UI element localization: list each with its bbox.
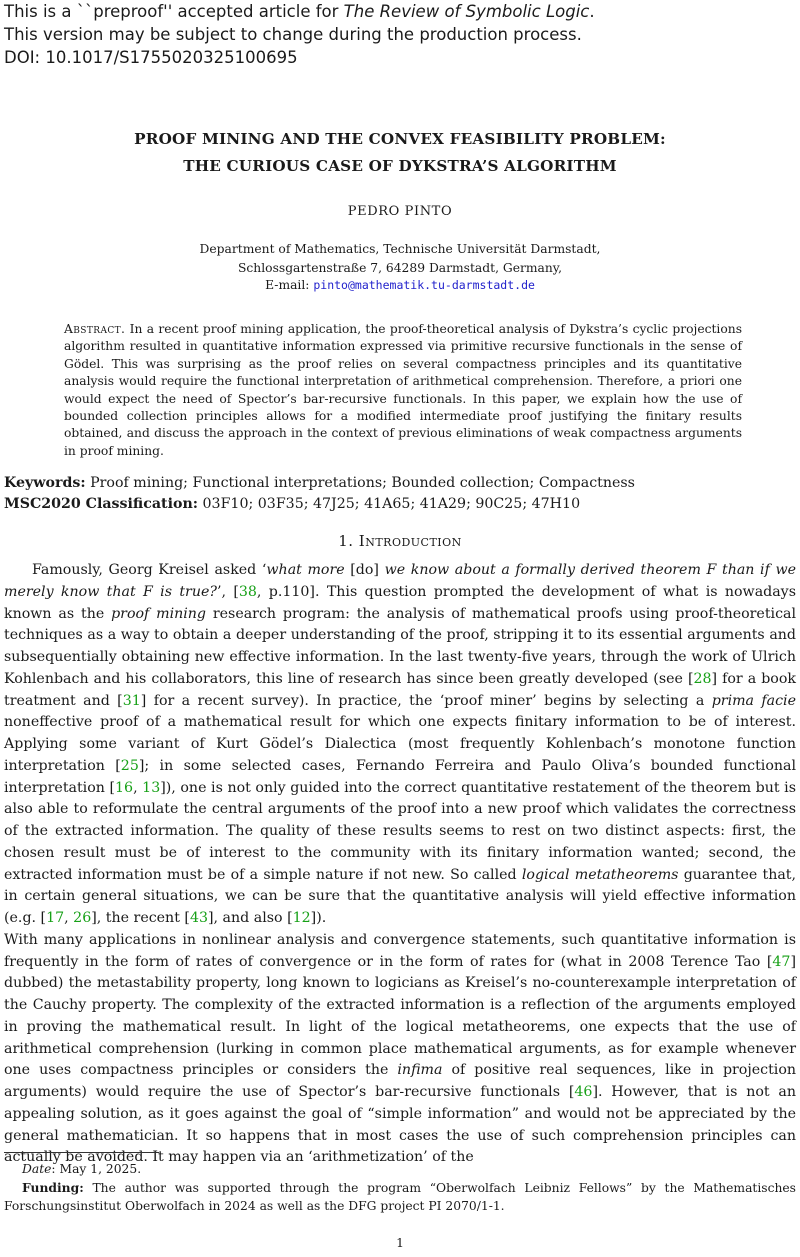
citation-link[interactable]: 12 [292, 910, 311, 926]
email-link[interactable]: pinto@mathematik.tu-darmstadt.de [313, 278, 535, 292]
citation-link[interactable]: 13 [142, 779, 161, 796]
citation-link[interactable]: 46 [574, 1084, 593, 1100]
page-number: 1 [396, 1236, 404, 1250]
banner-doi: DOI: 10.1017/S1755020325100695 [4, 48, 298, 67]
abstract-heading: Abstract. [64, 322, 126, 336]
citation-link[interactable]: 47 [772, 953, 791, 970]
msc-classification: MSC2020 Classification: 03F10; 03F35; 47J25; 41A65; 41A29; 90C25; 47H10 [4, 496, 581, 512]
author-name: PEDRO PINTO [347, 204, 453, 219]
citation-link[interactable]: 17 [46, 910, 65, 926]
body-text [4, 560, 796, 1169]
footnote-rule [4, 1152, 159, 1153]
citation-link[interactable]: 25 [120, 757, 139, 774]
keywords: Keywords: Proof mining; Functional interpretations; Bounded collection; Compactness [4, 475, 635, 491]
footnote-date: Date: May 1, 2025. [22, 1162, 142, 1176]
journal-name: The Review of Symbolic Logic [343, 2, 590, 21]
preproof-banner [4, 0, 595, 69]
citation-link[interactable]: 26 [73, 910, 92, 926]
paragraph-1: Famously, Georg Kreisel asked ‘what more [do] we know about a formally derived theorem F than if we merely know that F is true?’, [38, p.110]. This question prompted the development of what is nowadays known as the proof mining research program: the analysis of mathematical proofs using proof-theoretical techniques as a way to obtain a deeper understanding of the proof, stripping it to its essential arguments and subsequentially obtaining new effective information. In the last twenty-five years, through the work of Ulrich Kohlenbach and his collaborators, this line of research has since been greatly developed (see [28] for a book treatment and [31] for a recent survey). In practice, the ‘proof miner’ begins by selecting a prima facie noneffective proof of a mathematical result for which one expects finitary information to be of interest. Applying some variant of Kurt Gödel’s Dialectica (most frequently Kohlenbach’s monotone function interpretation [25]; in some selected cases, Fernando Ferreira and Paulo Oliva’s bounded functional interpretation [16, 13]), one is not only guided into the correct quantitative restatement of the theorem but is also able to reformulate the central arguments of the proof into a new proof which validates the correctness of the extracted information. The quality of these results seems to rest on two distinct aspects: first, the chosen result must be of interest to the community with its finitary information wanted; second, the extracted information must be of a simple nature if not new. So called logical metatheorems guarantee that, in certain general situations, we can be sure that the quantitative analysis will yield effective information (e.g. [17, 26], the recent [43], and also [12]). [4, 562, 797, 926]
keywords-block [4, 473, 794, 515]
author-email: E-mail: pinto@mathematik.tu-darmstadt.de [265, 278, 535, 292]
footnote-funding: Funding: The author was supported through the program “Oberwolfach Leibniz Fellows” by the Mathematisches Forschungsinstitut Oberwolfach in 2024 as well as the DFG project PI 2070/1-1. [4, 1179, 796, 1213]
abstract [64, 321, 742, 460]
citation-link[interactable]: 43 [189, 910, 208, 926]
footnotes [4, 1160, 796, 1216]
citation-link[interactable]: 31 [122, 692, 141, 709]
citation-link[interactable]: 16 [115, 779, 134, 796]
banner-line-2: This version may be subject to change during the production process. [4, 25, 582, 44]
section-heading: 1. Introduction [338, 532, 462, 550]
abstract-text: In a recent proof mining application, the proof-theoretical analysis of Dykstra’s cyclic projections algorithm resulted in quantitative information expressed via primitive recursive functionals in the sense of Gödel. This was surprising as the proof relies on several compactness principles and its quantitative analysis would require the functional interpretation of arithmetical comprehension. Therefore, a priori one would expect the need of Spector’s bar-recursive functionals. In this paper, we explain how the use of bounded collection principles allows for a modified intermediate proof justifying the finitary results obtained, and discuss the approach in the context of previous eliminations of weak compactness arguments in proof mining. [64, 322, 742, 458]
paragraph-2: With many applications in nonlinear analysis and convergence statements, such quantitative information is frequently in the form of rates of convergence or in the form of rates for (what in 2008 Terence Tao [47] dubbed) the metastability property, long known to logicians as Kreisel’s no-counterexample interpretation of the Cauchy property. The complexity of the extracted information is a reflection of the arguments employed in proving the mathematical result. In light of the logical metatheorems, one expects that the use of arithmetical comprehension (lurking in common place mathematical arguments, as for example whenever one uses compactness principles or considers the infima of positive real sequences, like in projection arguments) would require the use of Spector’s bar-recursive functionals [46]. However, that is not an appealing solution, as it goes against the goal of “simple information” and would not be appreciated by the general mathematician. It so happens that in most cases the use of such comprehension principles can actually be avoided. It may happen via an ‘arithmetization’ of the [4, 931, 797, 1166]
author-affiliation: Department of Mathematics, Technische Universität Darmstadt, Schlossgartenstraße 7, 64289 Darmstadt, Germany, [199, 242, 601, 275]
paper-title: PROOF MINING AND THE CONVEX FEASIBILITY PROBLEM: THE CURIOUS CASE OF DYKSTRA’S ALGORITHM [134, 130, 666, 175]
citation-link[interactable]: 38 [238, 583, 257, 600]
citation-link[interactable]: 28 [693, 670, 712, 687]
banner-line-1: This is a ``preproof'' accepted article for The Review of Symbolic Logic. [4, 2, 595, 21]
